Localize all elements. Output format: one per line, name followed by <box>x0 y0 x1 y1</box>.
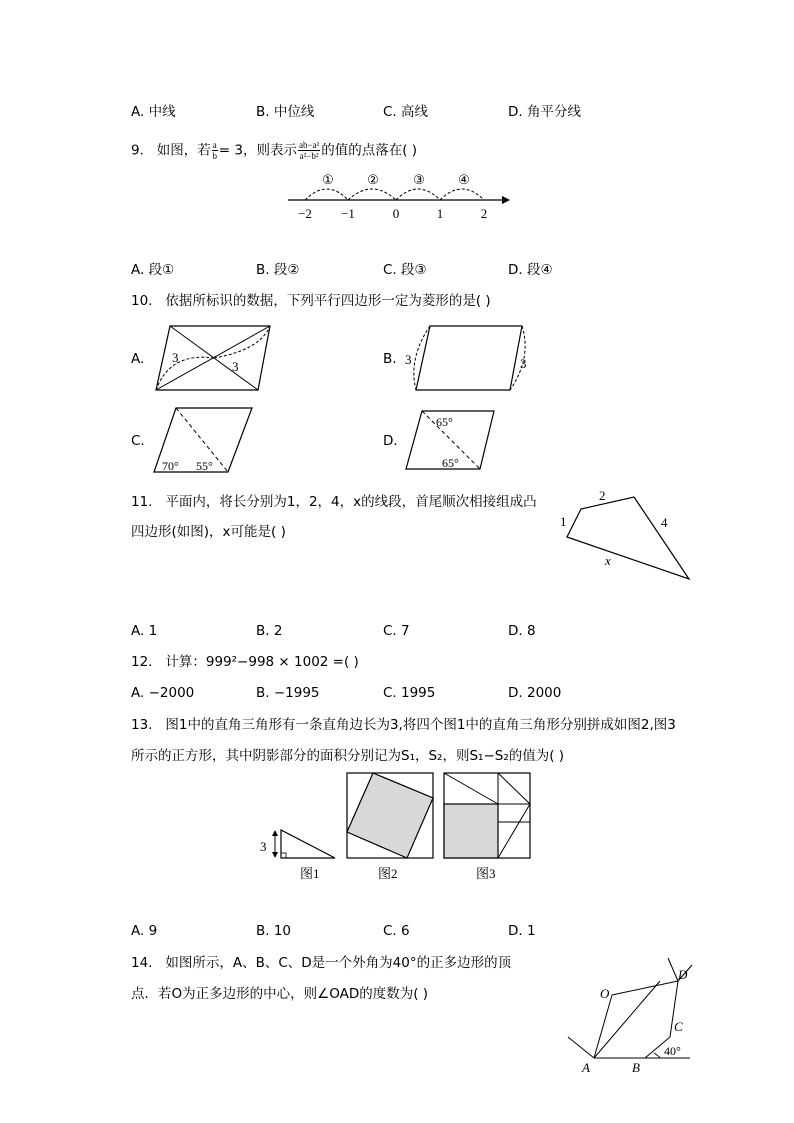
length-label: 3 <box>405 352 412 367</box>
caption: 图3 <box>476 866 496 881</box>
q10-fig-label-d: D. <box>383 433 398 449</box>
side-label: 4 <box>661 515 668 530</box>
q10-figure-c <box>150 402 260 478</box>
parallelogram <box>416 326 522 390</box>
tick-label: −2 <box>298 206 312 221</box>
q9-text-after: 的值的点落在( ) <box>321 142 418 159</box>
q12-option-d: D. 2000 <box>508 685 562 701</box>
q12-option-c: C. 1995 <box>383 685 436 701</box>
triangle-edge <box>498 804 530 858</box>
q13-number: 13. <box>131 717 153 733</box>
q14-line1: 14. 如图所示，A、B、C、D是一个外角为40°的正多边形的顶 <box>131 955 512 971</box>
triangle-edge <box>498 773 530 804</box>
arrow-head-icon <box>502 196 510 204</box>
q9-option-d: D. 段④ <box>508 262 553 278</box>
q9-option-b: B. 段② <box>256 262 300 278</box>
shaded-square <box>444 804 498 858</box>
vertex-label: D <box>678 967 688 982</box>
vertex-label: C <box>674 1019 683 1034</box>
q14-line2: 点．若O为正多边形的中心，则∠OAD的度数为( ) <box>131 986 429 1002</box>
right-triangle <box>281 830 335 858</box>
tick-label: 0 <box>392 206 400 221</box>
q13-option-d: D. 1 <box>508 923 536 939</box>
segment-arc-3 <box>396 189 440 200</box>
length-label: 3 <box>172 350 179 365</box>
vertex-label: O <box>600 986 610 1001</box>
q10-fig-label-c: C. <box>131 433 145 449</box>
q10-figure-a <box>150 322 275 396</box>
triangle-edge <box>444 773 498 804</box>
angle-label: 65° <box>436 415 453 429</box>
q8-option-d: D. 角平分线 <box>508 104 581 120</box>
q11-option-c: C. 7 <box>383 623 410 639</box>
q8-option-a: A. 中线 <box>131 104 176 120</box>
q14-number: 14. <box>131 955 153 971</box>
arrow-down-icon <box>272 852 278 858</box>
q10-text: 依据所标识的数据，下列平行四边形一定为菱形的是( ) <box>165 293 491 309</box>
q9-condition-rhs: = 3，则表示 <box>218 142 297 159</box>
segment-label-2: ② <box>367 172 379 187</box>
figure-2 <box>347 773 433 881</box>
segment-arc-4 <box>440 189 484 200</box>
q11-quadrilateral-figure <box>555 485 700 585</box>
segment-label-3: ③ <box>413 172 425 187</box>
side-length-label: 3 <box>260 839 267 854</box>
side-label: 2 <box>599 488 606 503</box>
vertex-label: A <box>582 1060 590 1075</box>
vertex-label: B <box>632 1060 640 1075</box>
q9-option-a: A. 段① <box>131 262 175 278</box>
q9-option-c: C. 段③ <box>383 262 427 278</box>
q10-fig-label-a: A. <box>131 351 145 367</box>
q8-option-c: C. 高线 <box>383 104 429 120</box>
q11-line2: 四边形(如图)，x可能是( ) <box>131 524 286 540</box>
extended-side <box>568 1037 594 1058</box>
q13-line1: 13. 图1中的直角三角形有一条直角边长为3,将四个图1中的直角三角形分别拼成如图2,图3 <box>131 717 676 733</box>
q9-question <box>131 140 417 161</box>
q10-figure-b <box>400 322 535 396</box>
segment-label-4: ④ <box>458 172 470 187</box>
q14-polygon-figure <box>560 955 700 1075</box>
segment-arc-1 <box>305 189 348 200</box>
tick-label: 2 <box>480 206 488 221</box>
q11-number: 11. <box>131 494 153 510</box>
q13-option-b: B. 10 <box>256 923 292 939</box>
angle-label: 40° <box>664 1044 681 1058</box>
quadrilateral <box>567 497 689 579</box>
length-label: 3 <box>232 359 239 374</box>
segment-oa <box>594 995 612 1058</box>
figure-1 <box>260 830 335 881</box>
figure-3 <box>444 773 530 881</box>
q10-question <box>131 292 491 310</box>
q13-option-a: A. 9 <box>131 923 158 939</box>
q9-number: 9. <box>131 142 144 159</box>
q8-option-b: B. 中位线 <box>256 104 315 120</box>
q11-option-b: B. 2 <box>256 623 283 639</box>
q11-option-d: D. 8 <box>508 623 536 639</box>
angle-arc <box>654 1053 660 1058</box>
q13-option-c: C. 6 <box>383 923 410 939</box>
q10-number: 10. <box>131 293 153 309</box>
angle-label: 55° <box>196 459 213 473</box>
q12-question: 12. 计算：999²−998 × 1002 =( ) <box>131 654 359 670</box>
angle-label: 65° <box>442 456 459 470</box>
q9-condition-fraction: $\frac{a}{b}$ <box>212 140 218 161</box>
length-label: 3 <box>520 356 527 371</box>
q10-fig-label-b: B. <box>383 351 397 367</box>
tick-label: 1 <box>436 206 444 221</box>
right-angle-mark <box>281 853 286 858</box>
angle-label: 70° <box>162 459 179 473</box>
caption: 图1 <box>300 866 320 881</box>
q12-number: 12. <box>131 654 153 670</box>
shaded-square <box>347 773 433 858</box>
q10-figure-d <box>400 405 500 477</box>
q11-option-a: A. 1 <box>131 623 158 639</box>
q9-number-line-figure <box>280 168 520 228</box>
side-label: 1 <box>560 514 567 529</box>
segment-od <box>612 981 678 995</box>
q13-line2: 所示的正方形，其中阴影部分的面积分别记为S₁，S₂，则S₁−S₂的值为( ) <box>131 748 565 764</box>
tick-label: −1 <box>341 206 355 221</box>
caption: 图2 <box>378 866 398 881</box>
arrow-up-icon <box>272 830 278 836</box>
q13-figures <box>255 770 535 888</box>
side-label: x <box>605 553 611 568</box>
segment-label-1: ① <box>322 172 334 187</box>
extended-side <box>668 958 678 981</box>
q12-option-b: B. −1995 <box>256 685 320 701</box>
q11-line1: 11. 平面内，将长分别为1，2，4，x的线段，首尾顺次相接组成凸 <box>131 494 537 510</box>
q9-expression-fraction: $\frac{\text{ab−a²}}{\text{a²−b²}}$ <box>298 140 320 161</box>
q12-option-a: A. −2000 <box>131 685 195 701</box>
q9-text-before: 如图，若 <box>156 142 211 159</box>
segment-arc-2 <box>348 189 396 200</box>
